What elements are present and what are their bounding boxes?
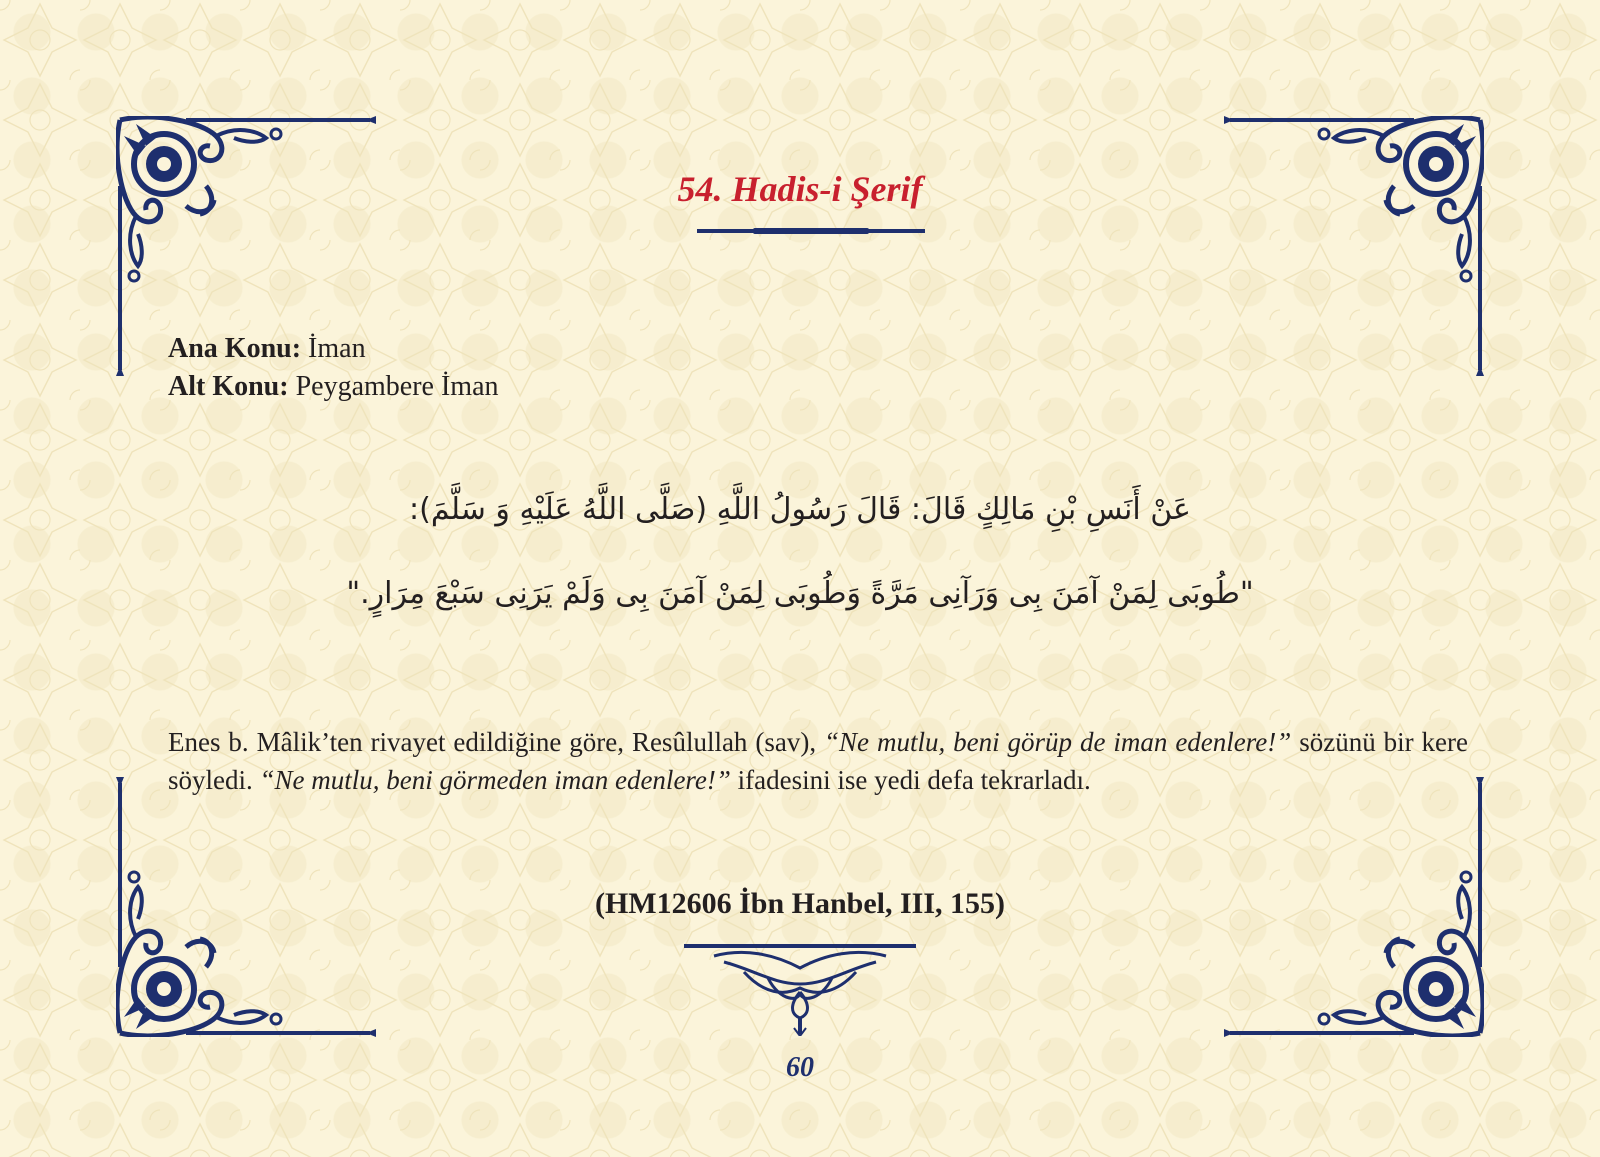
translation-part-2: sözünü bir kere söyledi. (168, 727, 1469, 795)
translation-part-1: Enes b. Mâlik’ten rivayet edildiğine göre, Resûlullah (sav), (168, 727, 825, 757)
sub-topic-value: Peygambere İman (295, 371, 499, 402)
main-topic-label: Ana Konu: (168, 333, 302, 364)
turkish-translation (168, 723, 1468, 799)
scroll-flourish-icon (684, 944, 916, 1036)
title-underline (697, 229, 925, 233)
sub-topic-label: Alt Konu: (168, 371, 289, 402)
page-number: 60 (786, 1052, 814, 1083)
floral-corner-ornament-icon (1224, 116, 1484, 376)
sub-topic (168, 368, 499, 406)
arabic-hadith-line: "طُوبَى لِمَنْ آمَنَ بِى وَرَآنِى مَرَّةً وَطُوبَى لِمَنْ آمَنَ بِى وَلَمْ يَرَنِى سَبْعَ مِرَارٍ." (346, 576, 1254, 611)
arabic-isnad-line: عَنْ أَنَسِ بْنِ مَالِكٍ قَالَ: قَالَ رَسُولُ اللَّهِ (صَلَّى اللَّهُ عَلَيْهِ وَ سَلَّمَ): (409, 492, 1191, 527)
translation-quote-1: “Ne mutlu, beni görüp de iman edenlere!” (824, 727, 1292, 757)
corner-ornament-top-right (1224, 116, 1484, 376)
main-topic (168, 330, 366, 368)
translation-part-3: ifadesini ise yedi defa tekrarladı. (730, 765, 1091, 795)
hadith-title: 54. Hadis-i Şerif (677, 169, 923, 209)
source-reference: (HM12606 İbn Hanbel, III, 155) (594, 887, 1006, 920)
translation-quote-2: “Ne mutlu, beni görmeden iman edenlere!” (259, 765, 731, 795)
main-topic-value: İman (308, 333, 366, 364)
